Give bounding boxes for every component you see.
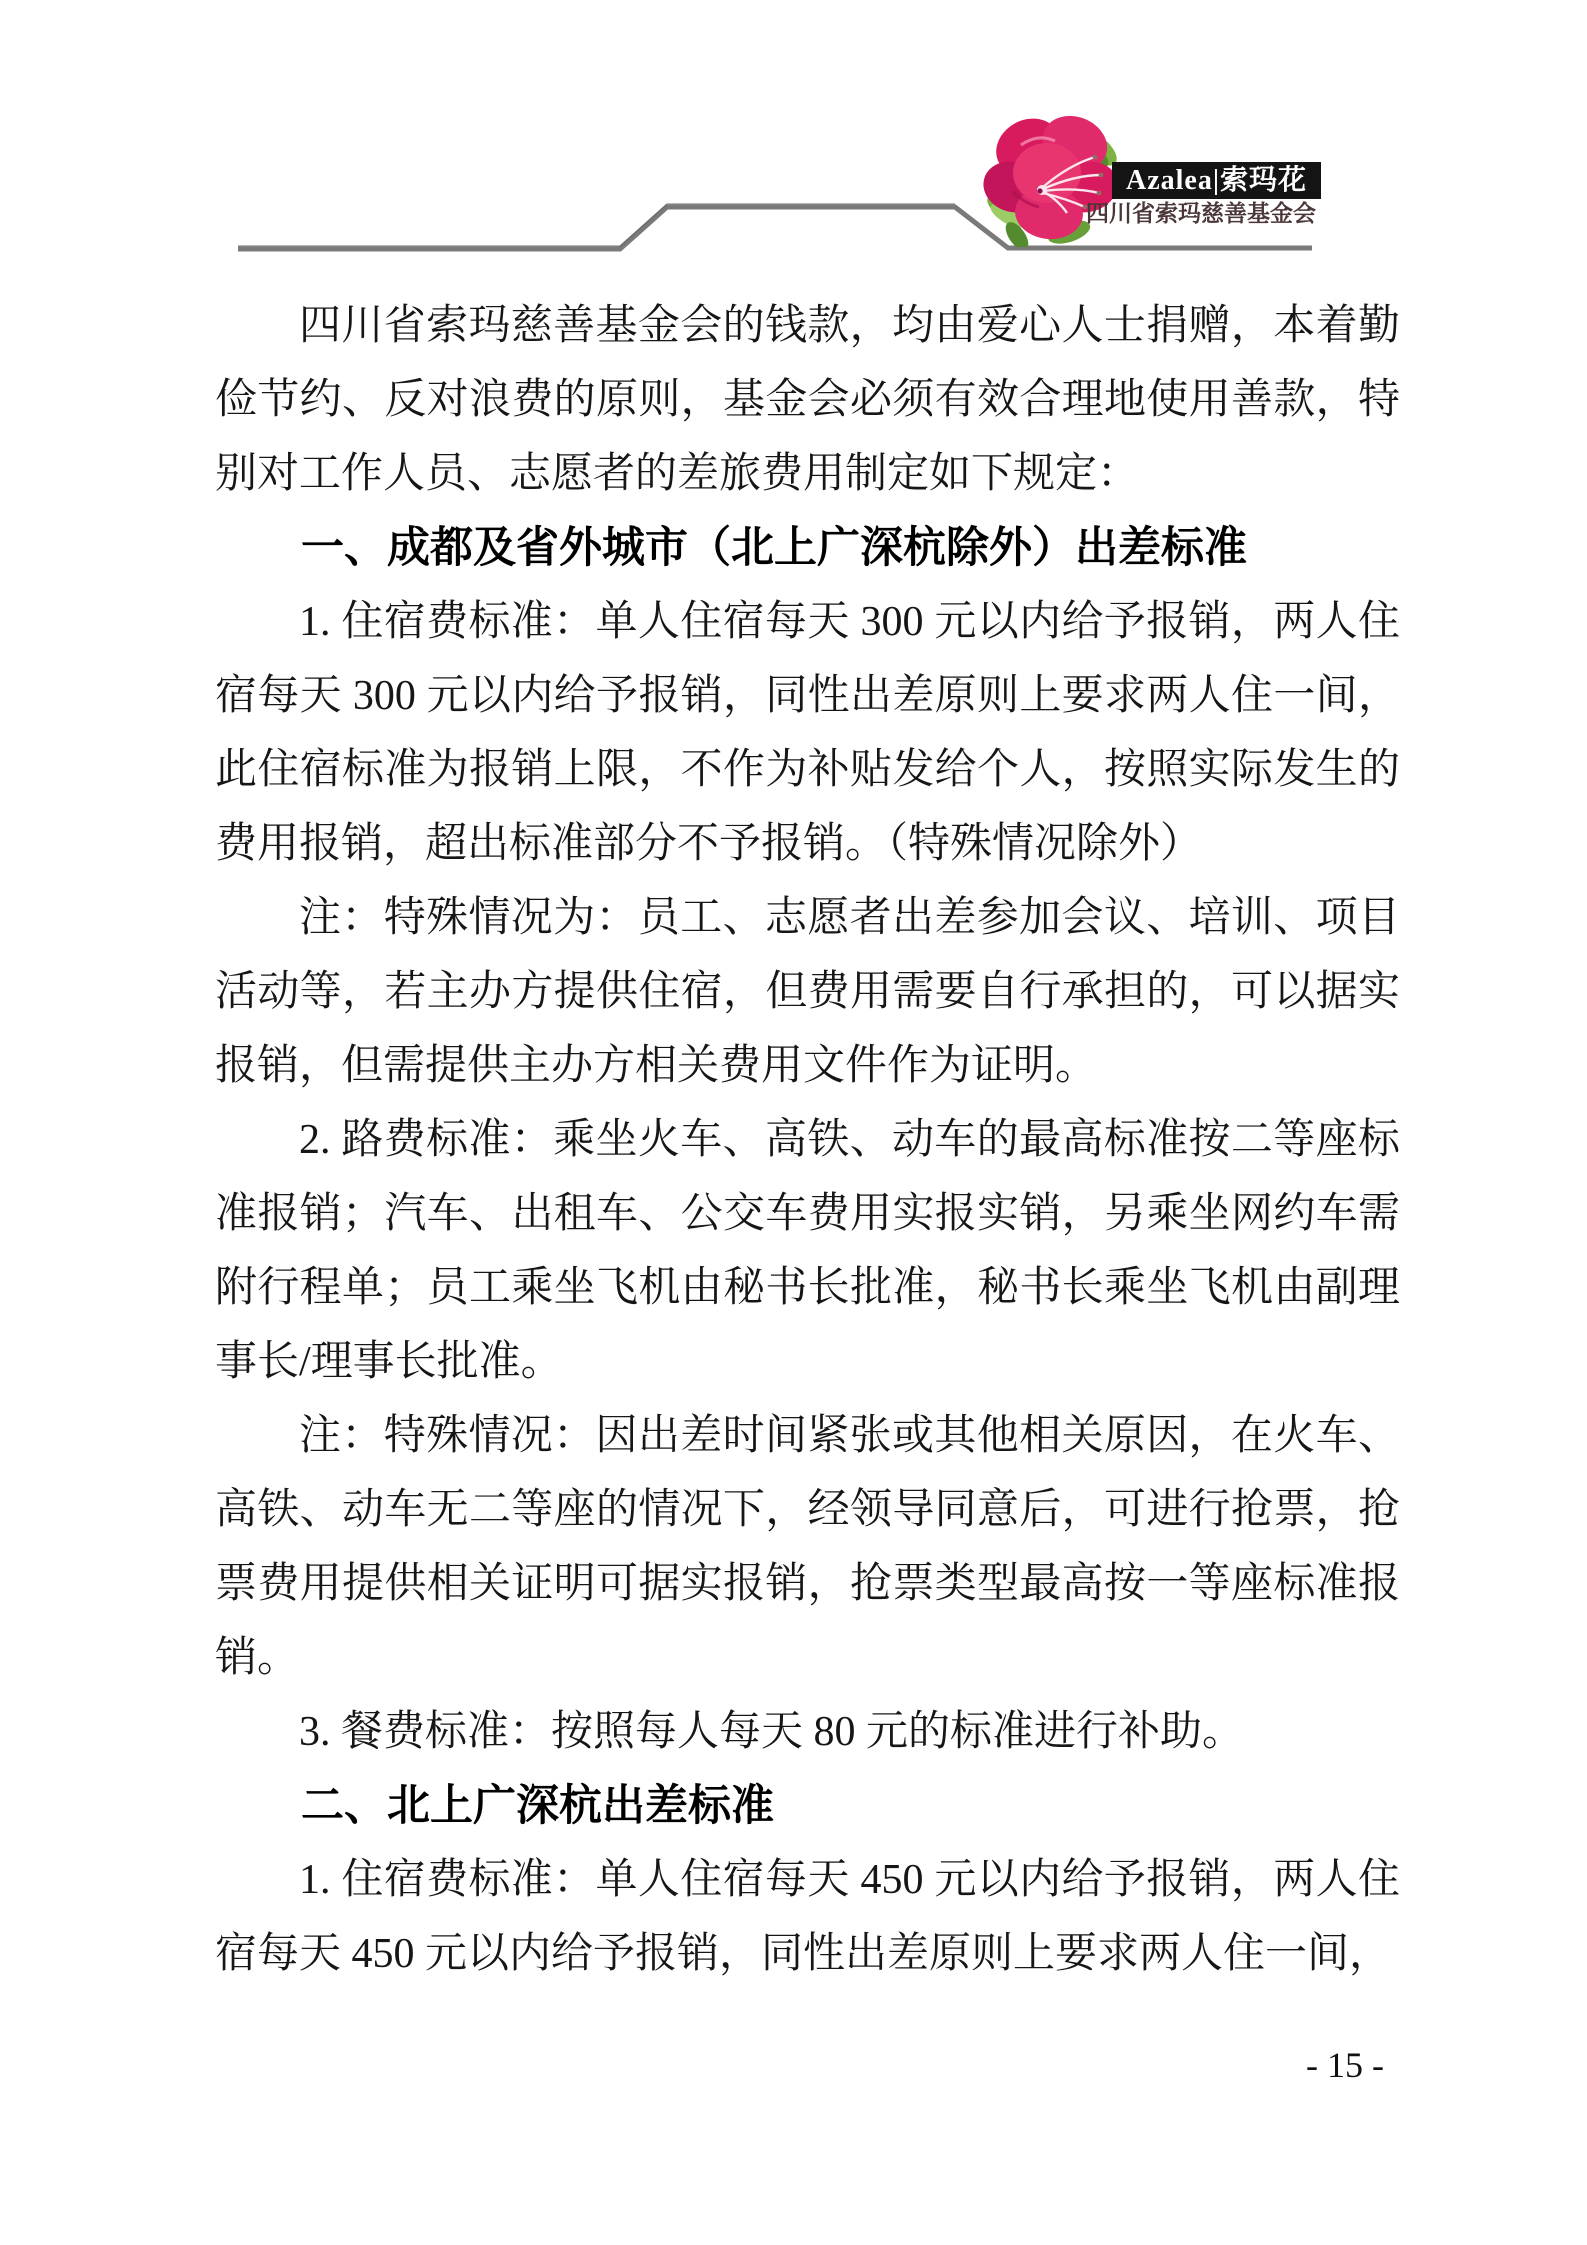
paragraph-lodging-standard-2: 1. 住宿费标准：单人住宿每天 450 元以内给予报销，两人住宿每天 450 元以内给予报销，同性出差原则上要求两人住一间， <box>215 1857 1400 1977</box>
paragraph-intro: 四川省索玛慈善基金会的钱款，均由爱心人士捐赠，本着勤俭节约、反对浪费的原则，基金会必须有效合理地使用善款，特别对工作人员、志愿者的差旅费用制定如下规定： <box>215 303 1400 497</box>
foundation-logo <box>980 90 1330 250</box>
logo-subtitle-text: 四川省索玛慈善基金会 <box>1086 200 1316 226</box>
page-number: - 15 - <box>1306 2045 1384 2085</box>
header-divider-rule <box>0 0 1587 300</box>
paragraph-lodging-standard: 1. 住宿费标准：单人住宿每天 300 元以内给予报销，两人住宿每天 300 元以内给予报销，同性出差原则上要求两人住一间，此住宿标准为报销上限，不作为补贴发给个人，按照实际发生的费用报销，超出标准部分不予报销。（特殊情况除外） <box>215 599 1400 867</box>
heading-section-2: 二、北上广深杭出差标准 <box>301 1782 774 1830</box>
logo-brand-box <box>1112 162 1321 199</box>
paragraph-lodging-note: 注：特殊情况为：员工、志愿者出差参加会议、培训、项目活动等，若主办方提供住宿，但费用需要自行承担的，可以据实报销，但需提供主办方相关费用文件作为证明。 <box>215 895 1400 1089</box>
logo-brand-text: Azalea|索玛花 <box>1125 164 1308 196</box>
paragraph-travel-standard: 2. 路费标准：乘坐火车、高铁、动车的最高标准按二等座标准报销；汽车、出租车、公交车费用实报实销，另乘坐网约车需附行程单；员工乘坐飞机由秘书长批准，秘书长乘坐飞机由副理事长/理事长批准。 <box>215 1117 1400 1385</box>
paragraph-travel-note: 注：特殊情况：因出差时间紧张或其他相关原因，在火车、高铁、动车无二等座的情况下，经领导同意后，可进行抢票，抢票费用提供相关证明可据实报销，抢票类型最高按一等座标准报销。 <box>215 1413 1400 1681</box>
heading-section-1: 一、成都及省外城市（北上广深杭除外）出差标准 <box>301 524 1247 572</box>
paragraph-meal-standard: 3. 餐费标准：按照每人每天 80 元的标准进行补助。 <box>299 1709 1245 1755</box>
document-body <box>215 289 1400 1991</box>
